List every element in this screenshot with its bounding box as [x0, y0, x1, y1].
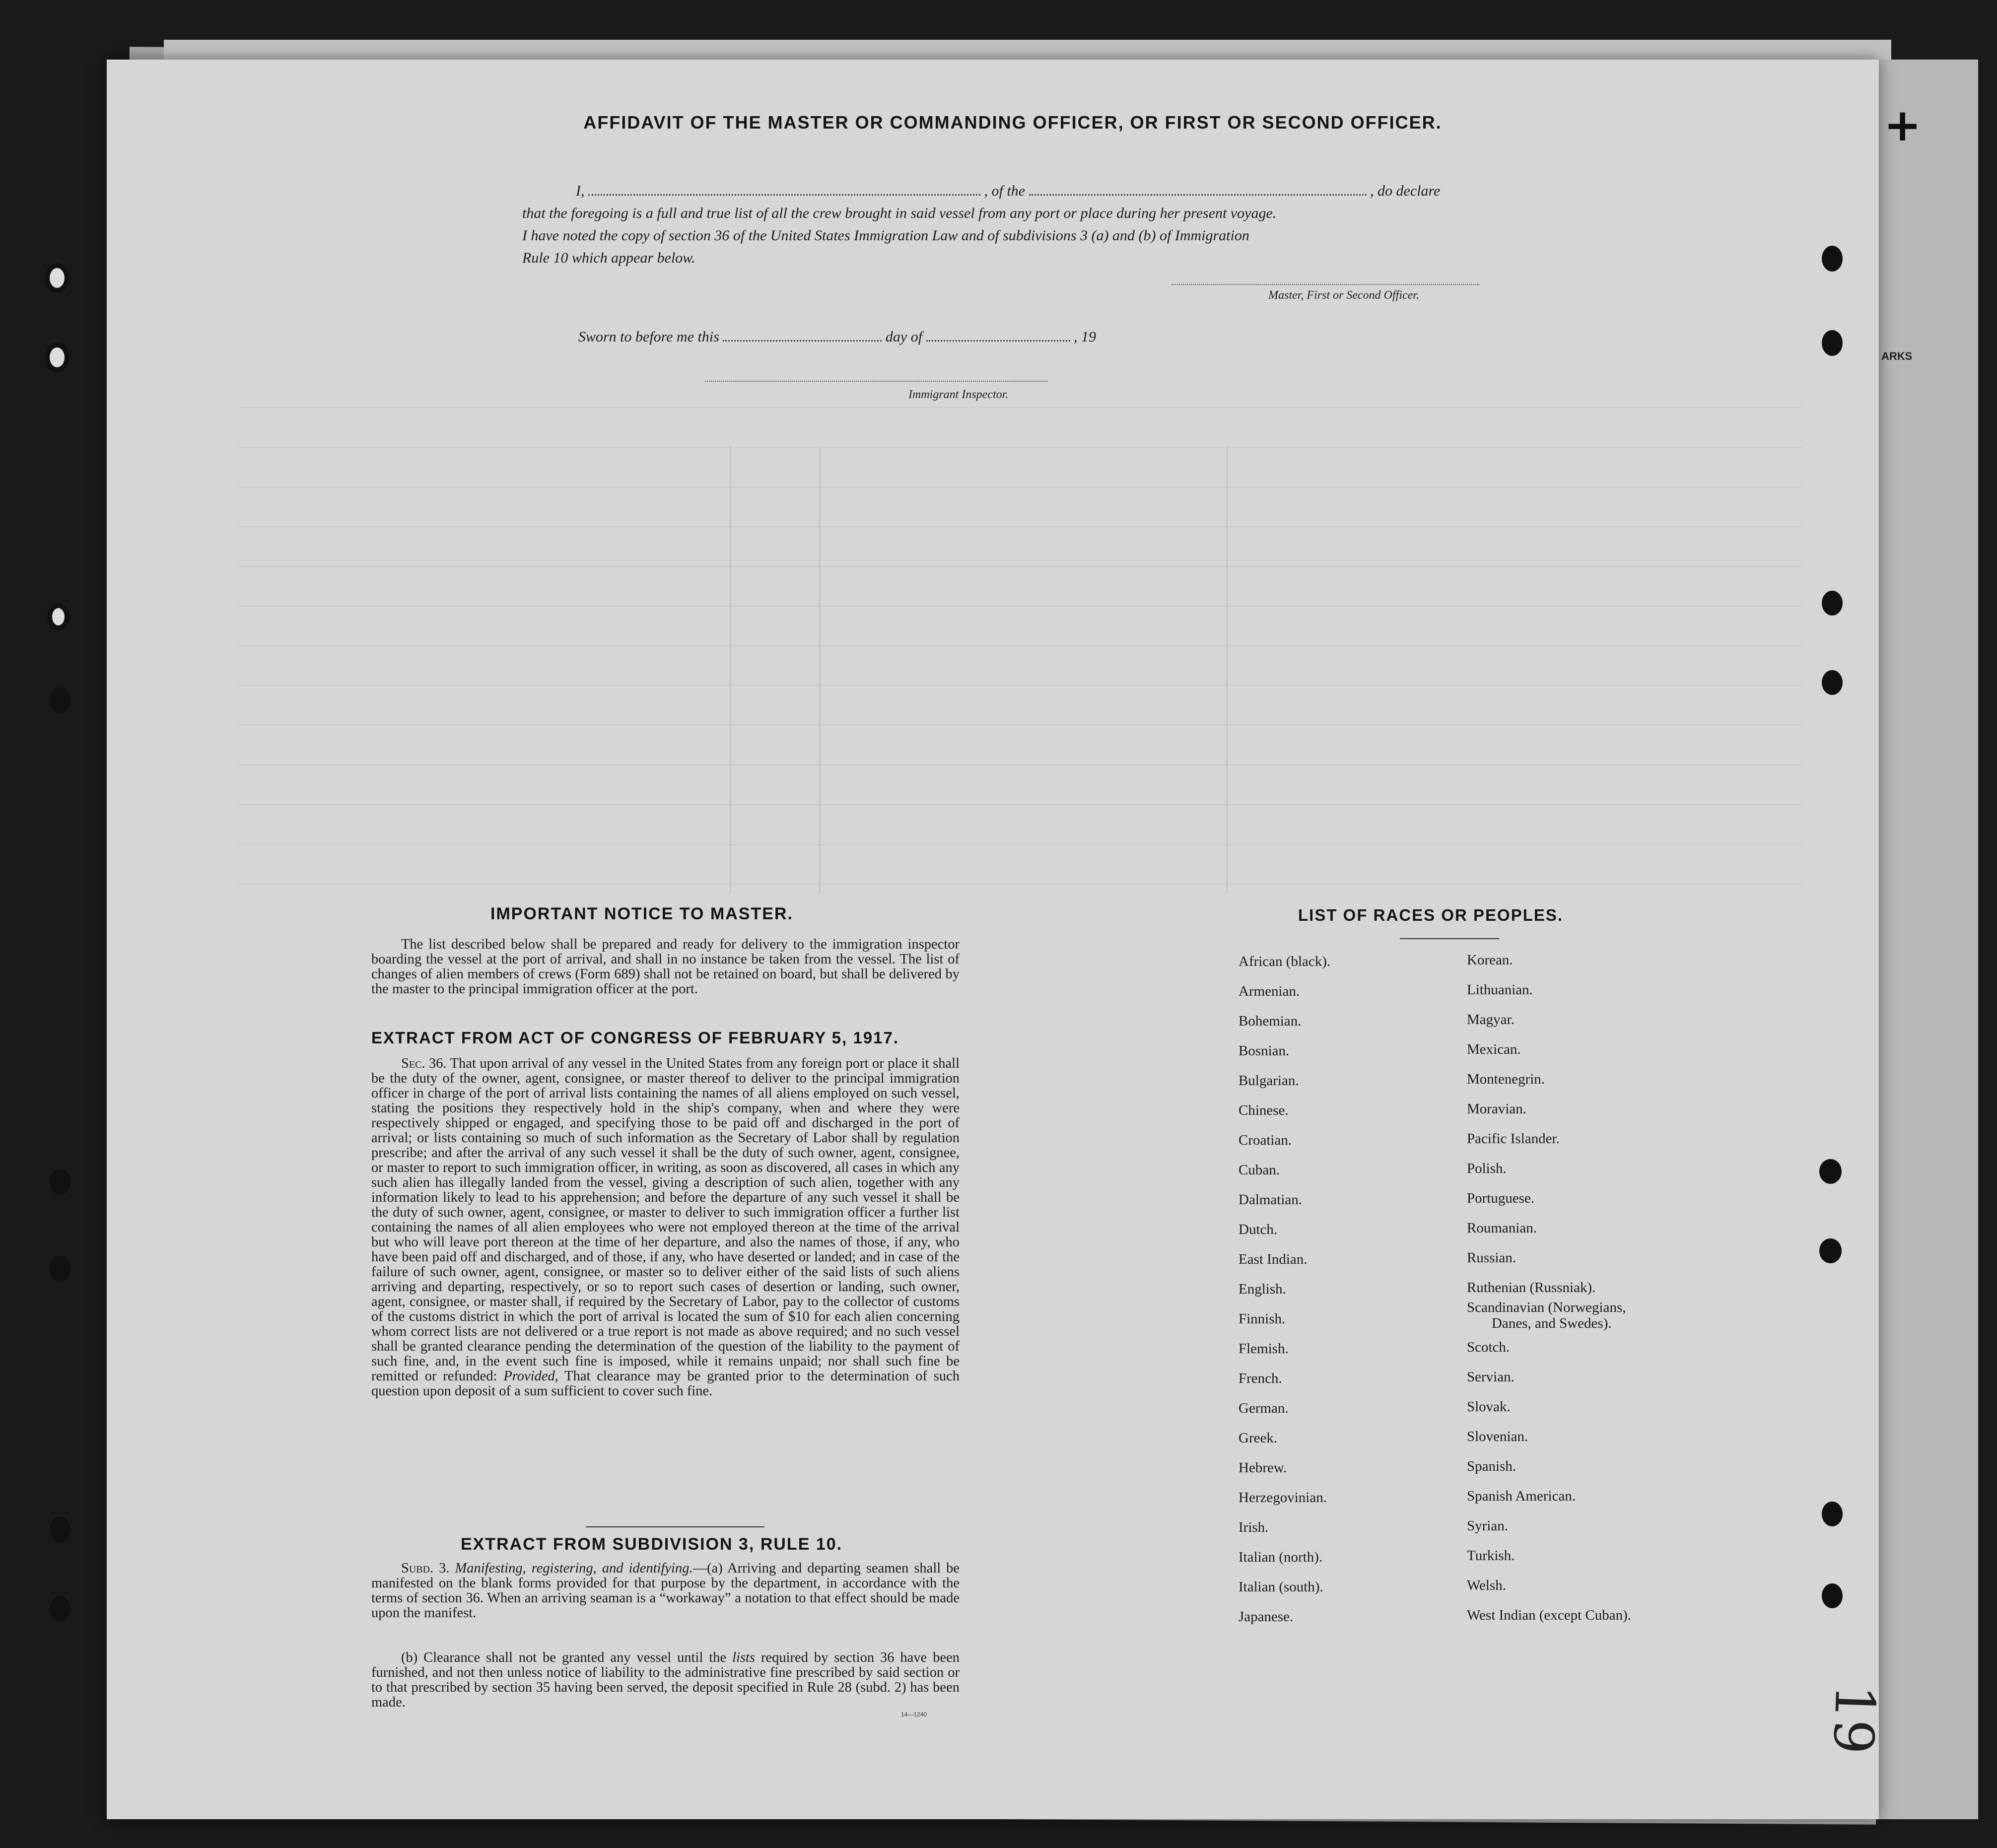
- act-section-body-end: That clearance may be granted prior to the determination of such question upon deposit of a sum sufficient to cover such fine.: [371, 1369, 960, 1399]
- form-number: 14—1240: [901, 1711, 927, 1718]
- binder-hole-icon: [50, 687, 70, 713]
- binder-hole-icon: [50, 1256, 70, 1282]
- sworn-month-field[interactable]: [926, 331, 1070, 342]
- race-item: Scotch.: [1467, 1339, 1510, 1355]
- races-title-rule: [1400, 938, 1499, 939]
- notice-body: The list described below shall be prepared and ready for delivery to the immigration inspector boarding the vessel at the port of arrival, and shall in no instance be taken from the vessel. The list of changes of alien members of crews (Form 689) shall not be retained on board, but shall be delivered by the master to the principal immigration officer at the port.: [371, 937, 960, 997]
- race-item: Slovak.: [1467, 1399, 1511, 1415]
- races-title: LIST OF RACES OR PEOPLES.: [1298, 906, 1564, 924]
- race-item: Turkish.: [1467, 1548, 1515, 1564]
- affidavit-declare-label: , do declare: [1370, 183, 1441, 199]
- binder-hole-icon: [1822, 1502, 1843, 1526]
- race-item: Cuban.: [1239, 1162, 1280, 1178]
- race-item: Ruthenian (Russniak).: [1467, 1280, 1596, 1296]
- year-label: , 19: [1074, 329, 1097, 345]
- race-item: Flemish.: [1239, 1341, 1289, 1357]
- adjacent-page-strip: [1879, 60, 1978, 1819]
- race-item: Finnish.: [1239, 1311, 1286, 1327]
- binder-hole-icon: [45, 342, 69, 372]
- race-item: Welsh.: [1467, 1577, 1507, 1593]
- affidavit-title: AFFIDAVIT OF THE MASTER OR COMMANDING OFFICER, OR FIRST OR SECOND OFFICER.: [583, 112, 1442, 133]
- race-item: Dutch.: [1239, 1222, 1278, 1237]
- rule-subd-title: Manifesting, registering, and identifying.: [455, 1561, 693, 1576]
- race-item: Herzegovinian.: [1239, 1490, 1327, 1506]
- race-item: French.: [1239, 1370, 1282, 1386]
- adjacent-page-label: ARKS: [1881, 350, 1913, 362]
- affidavit-statement-line: that the foregoing is a full and true list of all the crew brought in said vessel from any port or place during her present voyage.: [522, 205, 1277, 221]
- race-item: Japanese.: [1239, 1609, 1294, 1625]
- bleed-through-table: [238, 407, 1802, 903]
- act-section-36: [371, 1056, 960, 1399]
- rule-para-a-body: —(a) Arriving and departing seamen shall be manifested on the blank forms provided for that purpose by the department, in accordance with the terms of section 36. When an arriving seaman is a “workaway” a notation to that effect should be made upon the manifest.: [371, 1561, 960, 1621]
- sworn-label: Sworn to before me this: [578, 329, 719, 345]
- race-item: Italian (south).: [1239, 1579, 1323, 1595]
- act-section-label: Sec. 36.: [401, 1056, 447, 1071]
- rule-title: EXTRACT FROM SUBDIVISION 3, RULE 10.: [461, 1535, 843, 1554]
- race-item: Roumanian.: [1467, 1220, 1537, 1236]
- binder-hole-icon: [50, 1516, 70, 1542]
- handwritten-page-number: 19: [1821, 1683, 1887, 1756]
- race-item: Croatian.: [1239, 1132, 1292, 1148]
- binder-hole-icon: [1822, 670, 1843, 695]
- bleed-through-column: [1226, 447, 1228, 893]
- race-item: German.: [1239, 1400, 1289, 1416]
- rule-para-b-lists: lists: [732, 1650, 756, 1665]
- race-item: Greek.: [1239, 1430, 1278, 1446]
- race-item: Slovenian.: [1467, 1429, 1528, 1444]
- notice-title: IMPORTANT NOTICE TO MASTER.: [490, 904, 793, 923]
- race-item: Moravian.: [1467, 1101, 1526, 1117]
- affidavit-statement-line: Rule 10 which appear below.: [522, 250, 695, 266]
- binder-hole-icon: [1819, 1238, 1842, 1263]
- binder-hole-icon: [50, 1596, 70, 1622]
- rule-para-b-end: required by section 36 have been furnished, and not then unless notice of liability to the administrative fine prescribed by said section or to that prescribed by section 35 having been served, the deposit specified in Rule 28 (subd. 2) has been made.: [371, 1650, 960, 1710]
- race-item: Montenegrin.: [1467, 1071, 1545, 1087]
- race-item: Hebrew.: [1239, 1460, 1287, 1476]
- affidavit-i-label: I,: [576, 183, 585, 199]
- affidavit-statement-line: I have noted the copy of section 36 of the United States Immigration Law and of subdivisions 3 (a) and (b) of Immigration: [522, 227, 1249, 244]
- race-item: Mexican.: [1467, 1041, 1521, 1057]
- bleed-through-column: [819, 447, 821, 893]
- race-item: Syrian.: [1467, 1518, 1508, 1534]
- race-item: Lithuanian.: [1467, 982, 1533, 998]
- race-item: Danes, and Swedes).: [1492, 1315, 1612, 1331]
- binder-hole-icon: [1822, 1583, 1843, 1608]
- race-item: Servian.: [1467, 1369, 1515, 1385]
- binder-hole-icon: [1822, 591, 1843, 616]
- rule-para-a: [371, 1561, 960, 1621]
- race-item: Bulgarian.: [1239, 1073, 1299, 1089]
- day-of-label: day of: [885, 329, 923, 345]
- race-item: Portuguese.: [1467, 1190, 1535, 1206]
- race-item: Pacific Islander.: [1467, 1131, 1560, 1147]
- race-item: Spanish.: [1467, 1458, 1516, 1474]
- race-item: Scandinavian (Norwegians,: [1467, 1300, 1626, 1315]
- act-title: EXTRACT FROM ACT OF CONGRESS OF FEBRUARY 5, 1917.: [371, 1028, 899, 1047]
- race-item: Korean.: [1467, 952, 1513, 968]
- rule-para-b: [371, 1650, 960, 1710]
- affidavit-declaration-line: [576, 183, 1440, 200]
- sworn-line: [578, 329, 1096, 345]
- binder-hole-icon: [47, 603, 69, 630]
- section-divider: [586, 1526, 764, 1527]
- race-item: Dalmatian.: [1239, 1192, 1303, 1208]
- binder-hole-icon: [1822, 246, 1843, 272]
- master-signature-caption: Master, First or Second Officer.: [1268, 289, 1419, 302]
- affidavit-of-the-label: , of the: [984, 183, 1025, 199]
- inspector-signature-caption: Immigrant Inspector.: [908, 388, 1009, 401]
- race-item: Chinese.: [1239, 1102, 1289, 1118]
- race-item: Spanish American.: [1467, 1488, 1576, 1504]
- race-item: African (black).: [1239, 954, 1331, 969]
- binder-hole-icon: [50, 1169, 70, 1195]
- binder-hole-icon: [1822, 330, 1843, 356]
- binder-hole-icon: [45, 263, 69, 293]
- act-provided-label: Provided,: [503, 1369, 558, 1384]
- race-item: East Indian.: [1239, 1251, 1308, 1267]
- binder-hole-icon: [1819, 1159, 1842, 1184]
- vessel-name-field[interactable]: [1029, 185, 1367, 196]
- race-item: Armenian.: [1239, 983, 1300, 999]
- race-item: Irish.: [1239, 1519, 1269, 1535]
- act-section-body: That upon arrival of any vessel in the United States from any foreign port or place it shall be the duty of the owner, agent, consignee, or master thereof to deliver to the principal immigration officer in charge of the port of arrival lists containing the names of all aliens employed on such vessel, stating the positions they respectively hold in the ship's company, when and where they were respectively shipped or engaged, and specifying those to be paid off and discharged in the port of arrival; or lists containing so much of such information as the Secretary of Labor shall by regulation prescribe; and after the arrival of any such vessel it shall be the duty of such owner, agent, consignee, or master to report to such immigration officer, in writing, as soon as discovered, all cases in which any such alien has illegally landed from the vessel, giving a description of such alien, together with any information likely to lead to his apprehension; and before the departure of any such vessel it shall be the duty of such owner, agent, consignee, or master to deliver to such immigration officer a further list containing the names of all alien employees who were not employed thereon at the time of the arrival but who will leave port thereon at the time of her departure, and also the names of those, if any, who have been paid off and discharged, and of those, if any, who have deserted or landed; and in case of the failure of such owner, agent, consignee, or master so to deliver either of the said lists of such aliens arriving and departing, respectively, or so to report such cases of desertion or landing, such owner, agent, consignee, or master shall, if required by the Secretary of Labor, pay to the collector of customs of the customs district in which the port of arrival is located the sum of $10 for each alien concerning whom correct lists are not delivered or a true report is not made as above required; and no such vessel shall be granted clearance pending the determination of the question of the liability to the payment of such fine, and, in the event such fine is imposed, while it remains unpaid; nor shall such fine be remitted or refunded:: [371, 1056, 960, 1384]
- master-signature-field[interactable]: [1171, 283, 1479, 285]
- corner-plus-mark: +: [1884, 99, 1922, 151]
- rule-subd-label: Subd. 3.: [401, 1561, 450, 1576]
- rule-para-b-start: (b) Clearance shall not be granted any vessel until the: [401, 1650, 727, 1665]
- race-item: West Indian (except Cuban).: [1467, 1607, 1632, 1623]
- race-item: Italian (north).: [1239, 1549, 1323, 1565]
- race-item: Bosnian.: [1239, 1043, 1290, 1059]
- officer-name-field[interactable]: [588, 185, 980, 196]
- bleed-through-column: [730, 447, 731, 893]
- inspector-signature-field[interactable]: [705, 380, 1047, 382]
- race-item: English.: [1239, 1281, 1286, 1297]
- sworn-day-field[interactable]: [723, 331, 882, 342]
- race-item: Polish.: [1467, 1161, 1507, 1176]
- race-item: Magyar.: [1467, 1012, 1515, 1027]
- race-item: Russian.: [1467, 1250, 1516, 1266]
- race-item: Bohemian.: [1239, 1013, 1302, 1029]
